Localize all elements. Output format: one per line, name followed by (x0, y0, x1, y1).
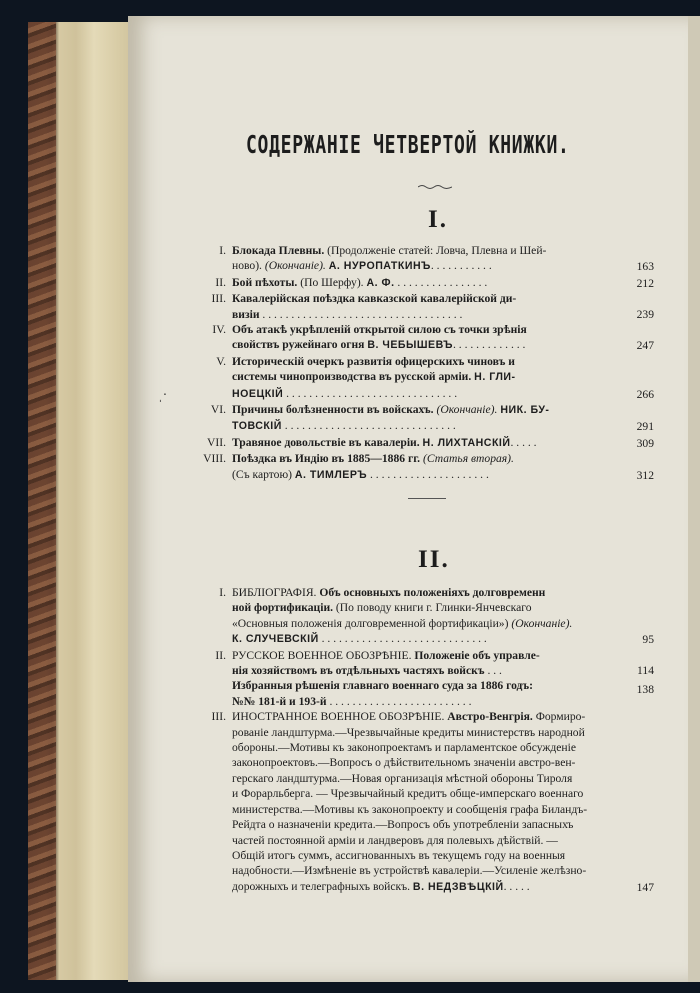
entry-text-line: Историческій очеркъ развитія офицерскихъ чиновъ и (232, 354, 515, 368)
entry-text-line: Рейдта о назначеніи кредита.—Вопросъ объ употребленіи запасныхъ (232, 818, 574, 832)
entry-text-line: Поѣздка въ Индію въ 1885—1886 гг. (Статья вторая). (232, 452, 514, 466)
entry-text-line: Избранныя рѣшенія главнаго военнаго суда за 1886 годъ: (232, 679, 534, 693)
entry-text-line: Травяное довольствіе въ кавалеріи. Н. ЛИХТАНСКІЙ. . . . . (232, 435, 537, 449)
entry-text-line: Бой пѣхоты. (По Шерфу). А. Ф. . . . . . . . . . . . . . . . . (232, 275, 488, 289)
entry-text-line: ной фортификаціи. (По поводу книги г. Глинки-Янчевскаго (232, 601, 532, 615)
entry-text-line: визіи . . . . . . . . . . . . . . . . . . . . . . . . . . . . . . . . . . . (232, 307, 463, 321)
marbled-cover-edge (28, 22, 56, 980)
toc-entry (196, 291, 654, 322)
entry-text-line: (Съ картою) А. ТИМЛЕРЪ . . . . . . . . . . . . . . . . . . . . . (232, 467, 489, 481)
entry-text-line: ТОВСКІЙ . . . . . . . . . . . . . . . . . . . . . . . . . . . . . . (232, 419, 456, 433)
section-heading-1: I. (428, 206, 448, 233)
entry-text-line: рованіе ландштурма.—Чрезвычайные кредиты министерствъ народной (232, 725, 585, 739)
entry-number: IV. (212, 323, 226, 337)
page-edge (688, 16, 700, 982)
entry-text-line: и Форарльберга. — Чрезвычайный кредитъ обще-имперскаго военнаго (232, 787, 584, 801)
section-divider (408, 498, 446, 499)
entry-text-line: частей постоянной арміи и ландверовъ для полевыхъ дѣйствій. — (232, 833, 558, 847)
entry-text-line: обороны.—Мотивы къ законопроектамъ и парламентское обсужденіе (232, 741, 576, 755)
page-number: 291 (636, 420, 654, 434)
toc-entry (196, 585, 654, 648)
entry-text-line: законопроектовъ.—Вопросъ о дѣйствительномъ значеніи австро-вен- (232, 756, 576, 770)
toc-entry (196, 275, 654, 291)
toc-section-2 (196, 585, 654, 895)
page-number: 147 (636, 880, 654, 894)
entry-text-line: ново). (Окончаніе). А. НУРОПАТКИНЪ. . . . . . . . . . . (232, 259, 492, 273)
entry-text-line: РУССКОЕ ВОЕННОЕ ОБОЗРѢНІЕ. Положеніе объ управле- (232, 648, 540, 662)
entry-text-line: Блокада Плевны. (Продолженіе статей: Ловча, Плевна и Шей- (232, 244, 547, 257)
section-heading-2: II. (418, 546, 450, 573)
entry-number: VII. (207, 435, 226, 449)
entry-text-line: №№ 181-й и 193-й . . . . . . . . . . . . . . . . . . . . . . . . . (232, 694, 472, 708)
page-number: 114 (637, 664, 654, 678)
entry-number: II. (215, 648, 226, 662)
entry-text-line: «Основныя положенія долговременной фортификаціи») (Окончаніе). (232, 616, 573, 630)
entry-text-line: БИБЛІОГРАФІЯ. Объ основныхъ положеніяхъ долговременн (232, 586, 546, 599)
entry-text-line: системы чинопроизводства въ русской арміи. Н. ГЛИ- (232, 370, 516, 384)
entry-number: V. (216, 354, 226, 368)
entry-text-line: дорожныхъ и телеграфныхъ войскъ. В. НЕДЗВѢЦКІЙ. . . . . (232, 879, 530, 893)
page-number: 247 (636, 339, 654, 353)
toc-entry (196, 451, 654, 483)
entry-number: I. (219, 586, 226, 599)
page-number: 138 (636, 683, 654, 697)
entry-number: II. (215, 275, 226, 289)
entry-text-line: герскаго ландштурма.—Новая организація мѣстной обороны Тироля (232, 771, 573, 785)
entry-text-line: свойствъ ружейнаго огня В. ЧЕБЫШЕВЪ. . . . . . . . . . . . . (232, 338, 526, 352)
entry-text-line: министерства.—Мотивы къ законопроекту и сообщенія графа Биландъ- (232, 802, 588, 816)
toc-entry (196, 435, 654, 451)
page-number: 239 (636, 307, 654, 321)
entry-number: III. (211, 292, 226, 306)
margin-mark: ˌ· (158, 388, 168, 403)
entry-number: VI. (210, 403, 226, 417)
entry-text-line: Кавалерійская поѣздка кавказской кавалерійской ди- (232, 292, 517, 306)
ornament-divider (418, 184, 452, 190)
toc-entry (196, 402, 654, 435)
entry-text-line: Объ атакѣ укрѣпленій открытой силою съ точки зрѣнія (232, 323, 527, 337)
page-number: 312 (636, 468, 654, 482)
entry-text-line: Общій итогъ суммъ, ассигнованныхъ въ текущемъ году на военныя (232, 848, 566, 862)
toc-entry (196, 709, 654, 895)
page-title: СОДЕРЖАНІЕ ЧЕТВЕРТОЙ КНИЖКИ. (246, 130, 570, 159)
entry-text-line: надобности.—Измѣненіе въ устройствѣ кавалеріи.—Усиленіе желѣзно- (232, 864, 587, 878)
page-number: 212 (636, 276, 654, 290)
page-number: 309 (636, 436, 654, 450)
entry-number: I. (219, 244, 226, 257)
entry-number: VIII. (203, 452, 226, 466)
toc-entry (196, 322, 654, 354)
page-number: 266 (636, 387, 654, 401)
toc-entry (196, 354, 654, 402)
entry-number: III. (211, 710, 226, 724)
entry-text-line: К. СЛУЧЕВСКІЙ . . . . . . . . . . . . . . . . . . . . . . . . . . . . . (232, 632, 487, 646)
entry-text-line: Причины болѣзненности въ войскахъ. (Окончаніе). НИК. БУ- (232, 403, 550, 417)
page-number: 163 (636, 260, 654, 274)
toc-entry (196, 243, 654, 275)
entry-text-line: ИНОСТРАННОЕ ВОЕННОЕ ОБОЗРѢНІЕ. Австро-Венгрія. Формиро- (232, 710, 586, 724)
toc-entry (196, 648, 654, 710)
entry-text-line: нія хозяйствомъ въ отдѣльныхъ частяхъ войскъ . . . (232, 664, 502, 678)
page-number: 95 (642, 633, 654, 647)
toc-section-1 (196, 243, 654, 483)
entry-text-line: НОЕЦКІЙ . . . . . . . . . . . . . . . . . . . . . . . . . . . . . . (232, 386, 458, 400)
